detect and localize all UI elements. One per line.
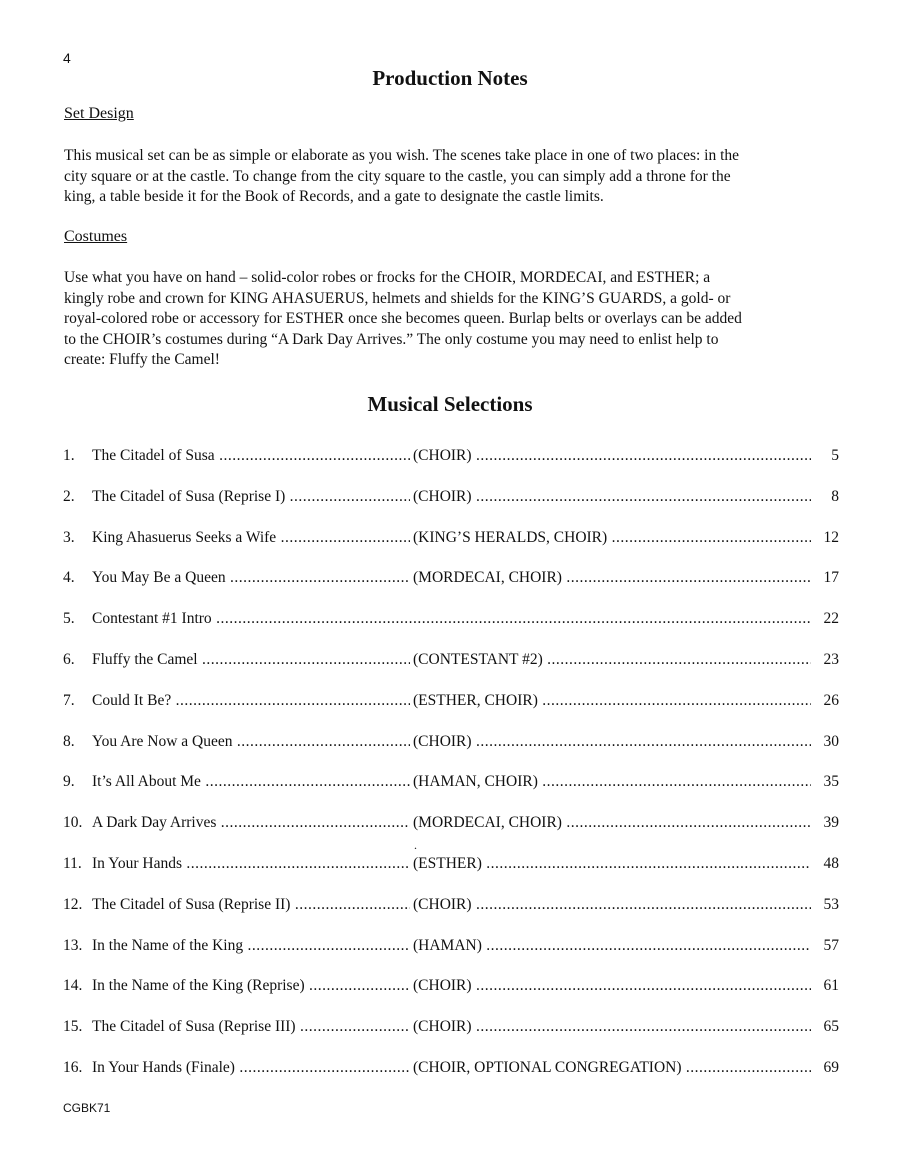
- selection-cast-text: (CHOIR): [413, 447, 472, 464]
- selection-title-text: In the Name of the King: [92, 937, 244, 954]
- selection-title: [92, 1016, 410, 1038]
- production-notes-title: Production Notes: [372, 66, 528, 90]
- selection-page: 23: [823, 651, 839, 668]
- selection-title: [92, 527, 410, 549]
- selection-cast-text: (CHOIR): [413, 488, 472, 505]
- selection-title: [92, 935, 410, 957]
- selection-title: [92, 608, 810, 630]
- selection-cast-text: (CHOIR): [413, 733, 472, 750]
- selection-number: 14.: [63, 977, 83, 994]
- selection-title: [92, 894, 410, 916]
- selection-cast-text: (KING’S HERALDS, CHOIR): [413, 529, 608, 546]
- musical-selections-title: Musical Selections: [367, 392, 533, 416]
- selection-row: [63, 486, 839, 508]
- selection-row: [63, 812, 839, 834]
- selection-number: 6.: [63, 651, 75, 668]
- selection-number: 5.: [63, 610, 75, 627]
- selection-cast: [413, 445, 811, 467]
- paragraph-line: royal-colored robe or accessory for ESTHER once she becomes queen. Burlap belts or overlays can be added: [64, 310, 742, 328]
- selection-title-text: A Dark Day Arrives: [92, 814, 217, 831]
- selection-row: [63, 527, 839, 549]
- selection-row: [63, 1016, 839, 1038]
- set-design-heading: Set Design: [64, 105, 134, 122]
- selection-title-text: King Ahasuerus Seeks a Wife: [92, 529, 277, 546]
- selection-row: [63, 853, 839, 875]
- selection-title-text: Could It Be?: [92, 692, 172, 709]
- selection-title: [92, 649, 410, 671]
- selection-title: [92, 731, 410, 753]
- selection-number: 3.: [63, 529, 75, 546]
- selection-number: 2.: [63, 488, 75, 505]
- paragraph-line: kingly robe and crown for KING AHASUERUS, helmets and shields for the KING’S GUARDS, a gold- or: [64, 289, 731, 307]
- selection-page: 65: [823, 1018, 839, 1035]
- selection-cast: [413, 731, 811, 753]
- selection-page: 26: [823, 692, 839, 709]
- selection-number: 11.: [63, 855, 82, 872]
- selection-cast-text: (ESTHER, CHOIR): [413, 692, 538, 709]
- selection-cast: [413, 935, 811, 957]
- selection-title-text: It’s All About Me: [92, 773, 201, 790]
- selection-title-text: The Citadel of Susa (Reprise I): [92, 488, 286, 505]
- selection-row: [63, 771, 839, 793]
- selection-cast: [413, 771, 811, 793]
- selection-cast-text: (CHOIR, OPTIONAL CONGREGATION): [413, 1059, 682, 1076]
- paragraph-line: city square or at the castle. To change from the city square to the castle, you can simply add a throne for the: [64, 167, 731, 185]
- selection-cast: [413, 975, 811, 997]
- selection-row: [63, 690, 839, 712]
- costumes-paragraph: [64, 268, 844, 371]
- selection-title: [92, 567, 410, 589]
- page-number: 4: [63, 50, 71, 66]
- selection-cast: [413, 486, 811, 508]
- selection-number: 15.: [63, 1018, 83, 1035]
- selection-cast: [413, 894, 811, 916]
- selection-page: 53: [823, 896, 839, 913]
- selection-cast: [413, 690, 811, 712]
- selection-page: 8: [831, 488, 839, 505]
- selection-title: [92, 690, 410, 712]
- selection-page: 61: [823, 977, 839, 994]
- stray-mark: .: [414, 838, 417, 852]
- selection-title-text: The Citadel of Susa: [92, 447, 215, 464]
- selection-row: [63, 445, 839, 467]
- selection-page: 35: [823, 773, 839, 790]
- selection-cast: [413, 649, 811, 671]
- selection-page: 17: [823, 569, 839, 586]
- paragraph-line: Use what you have on hand – solid-color robes or frocks for the CHOIR, MORDECAI, and ESTHER; a: [64, 269, 711, 286]
- selection-row: [63, 608, 839, 630]
- selection-cast: [413, 527, 811, 549]
- selection-page: 12: [823, 529, 839, 546]
- selection-title-text: Contestant #1 Intro: [92, 610, 212, 627]
- selection-title-text: You May Be a Queen: [92, 569, 226, 586]
- selection-title: [92, 1057, 410, 1079]
- selection-number: 8.: [63, 733, 75, 750]
- selection-row: [63, 894, 839, 916]
- selection-page: 22: [823, 610, 839, 627]
- selection-number: 1.: [63, 447, 75, 464]
- selection-page: 30: [823, 733, 839, 750]
- footer-code: CGBK71: [63, 1101, 111, 1115]
- selection-cast: [413, 1057, 811, 1079]
- selection-number: 10.: [63, 814, 83, 831]
- selection-title: [92, 445, 410, 467]
- selection-page: 39: [823, 814, 839, 831]
- selection-title-text: The Citadel of Susa (Reprise III): [92, 1018, 296, 1035]
- selection-title-text: In Your Hands: [92, 855, 182, 872]
- selection-page: 57: [823, 937, 839, 954]
- costumes-heading: Costumes: [64, 228, 128, 245]
- selection-cast-text: (HAMAN): [413, 937, 482, 954]
- paragraph-line: king, a table beside it for the Book of Records, and a gate to designate the castle limits.: [64, 188, 604, 206]
- selection-title-text: In the Name of the King (Reprise): [92, 977, 305, 994]
- selection-row: [63, 1057, 839, 1079]
- selection-title: [92, 486, 410, 508]
- selection-title: [92, 853, 410, 875]
- selection-cast-text: (CONTESTANT #2): [413, 651, 543, 668]
- paragraph-line: create: Fluffy the Camel!: [64, 351, 220, 369]
- selection-cast-text: (ESTHER): [413, 855, 482, 872]
- selection-title-text: Fluffy the Camel: [92, 651, 198, 668]
- selection-page: 48: [823, 855, 839, 872]
- selection-cast-text: (HAMAN, CHOIR): [413, 773, 538, 790]
- selection-row: [63, 731, 839, 753]
- selection-title-text: The Citadel of Susa (Reprise II): [92, 896, 291, 913]
- selection-page: 69: [823, 1059, 839, 1076]
- selection-title: [92, 812, 410, 834]
- selection-row: [63, 649, 839, 671]
- selection-title: [92, 771, 410, 793]
- selection-cast-text: (CHOIR): [413, 896, 472, 913]
- selection-cast-text: (CHOIR): [413, 977, 472, 994]
- selection-number: 7.: [63, 692, 75, 709]
- selection-cast-text: (MORDECAI, CHOIR): [413, 814, 562, 831]
- selection-cast: [413, 1016, 811, 1038]
- selection-number: 4.: [63, 569, 75, 586]
- selection-cast: [413, 567, 811, 589]
- selection-cast-text: (MORDECAI, CHOIR): [413, 569, 562, 586]
- set-design-paragraph: [64, 146, 844, 208]
- selection-page: 5: [831, 447, 839, 464]
- selection-number: 9.: [63, 773, 75, 790]
- selection-cast: [413, 812, 811, 834]
- selection-title: [92, 975, 410, 997]
- paragraph-line: This musical set can be as simple or elaborate as you wish. The scenes take place in one of two places: in the: [64, 147, 740, 164]
- selection-cast-text: (CHOIR): [413, 1018, 472, 1035]
- selection-number: 16.: [63, 1059, 83, 1076]
- selection-cast: [413, 853, 811, 875]
- selection-row: [63, 567, 839, 589]
- selection-number: 12.: [63, 896, 83, 913]
- selection-title-text: You Are Now a Queen: [92, 733, 233, 750]
- selection-row: [63, 975, 839, 997]
- paragraph-line: to the CHOIR’s costumes during “A Dark Day Arrives.” The only costume you may need to enlist help to: [64, 330, 719, 348]
- selection-row: [63, 935, 839, 957]
- selection-number: 13.: [63, 937, 83, 954]
- selection-title-text: In Your Hands (Finale): [92, 1059, 235, 1076]
